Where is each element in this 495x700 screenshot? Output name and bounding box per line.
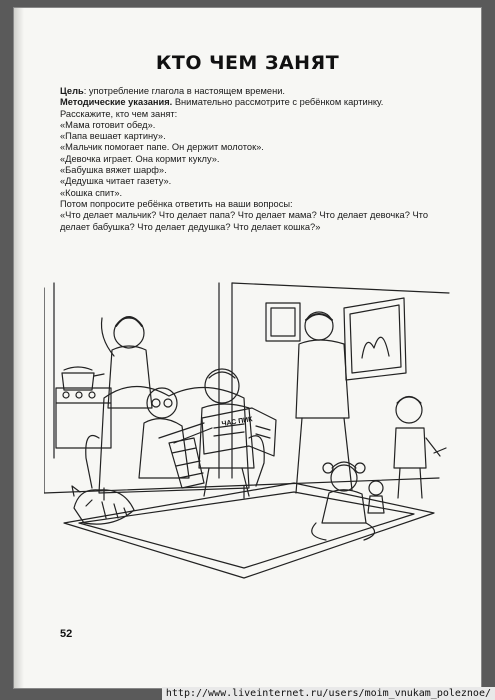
goal-line	[60, 86, 430, 97]
questions-intro: Потом попросите ребёнка ответить на ваши вопросы:	[60, 198, 293, 209]
example-line: «Мама готовит обед».	[60, 119, 156, 130]
example-line: «Кошка спит».	[60, 187, 123, 198]
newspaper-title: ЧАС ПИК	[221, 416, 254, 428]
page-number: 52	[60, 628, 73, 640]
goal-label: Цель	[60, 86, 84, 96]
method-text: Внимательно рассмотрите с ребёнком картинку. Расскажите, кто чем занят:	[60, 97, 384, 119]
source-url[interactable]: http://www.liveinternet.ru/users/moim_vnukam_poleznoe/	[162, 687, 495, 700]
family-illustration	[44, 278, 454, 608]
method-label: Методические указания.	[60, 97, 173, 108]
example-line: «Папа вешает картину».	[60, 131, 166, 142]
example-line: «Бабушка вяжет шарф».	[60, 165, 167, 176]
example-line: «Дедушка читает газету».	[60, 176, 172, 187]
instruction-text	[60, 86, 430, 233]
method-line	[60, 97, 430, 120]
book-page	[14, 8, 481, 688]
page-title: КТО ЧЕМ ЗАНЯТ	[155, 52, 340, 74]
goal-text: : употребление глагола в настоящем времени.	[83, 86, 285, 96]
questions-text: «Что делает мальчик? Что делает папа? Что делает мама? Что делает девочка? Что делает бабушка? Что делает дедушка? Что делает кошка?»	[60, 210, 428, 232]
example-line: «Девочка играет. Она кормит куклу».	[60, 153, 220, 164]
example-line: «Мальчик помогает папе. Он держит молоток».	[60, 142, 264, 153]
page-binding-shadow	[14, 8, 24, 688]
